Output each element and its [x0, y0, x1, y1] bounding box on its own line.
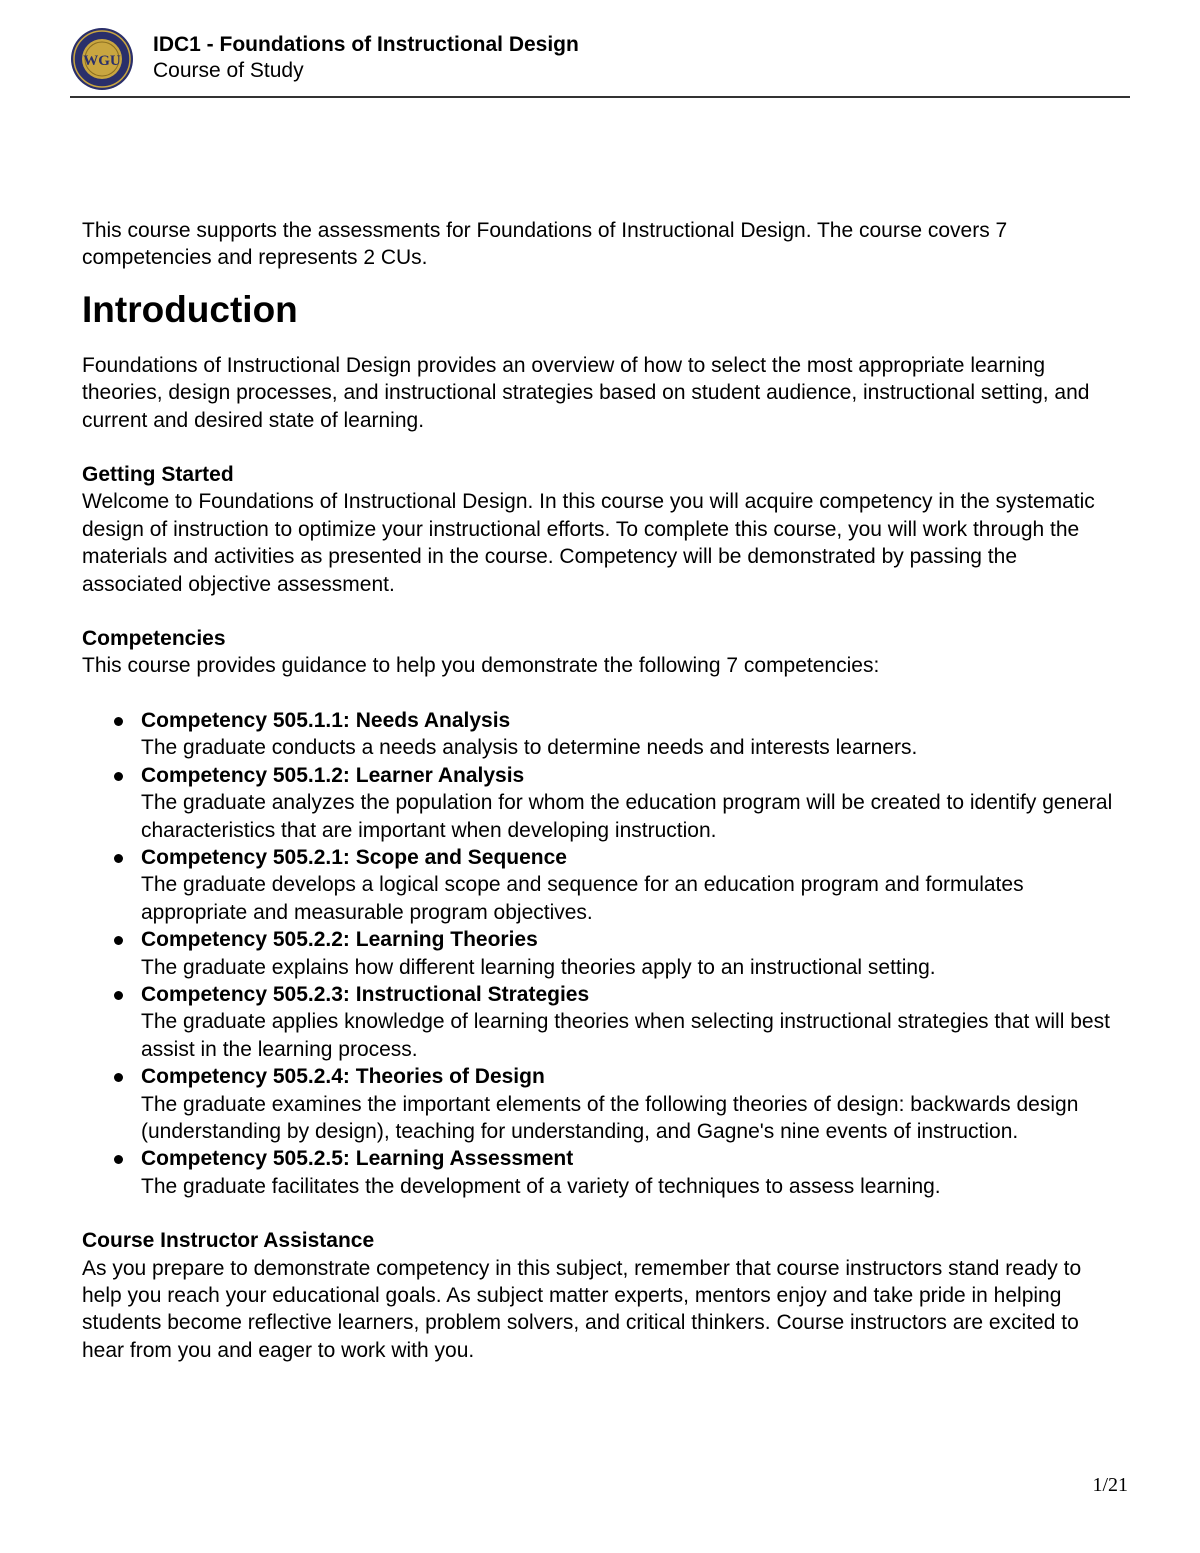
instructor-assistance-title: Course Instructor Assistance [82, 1229, 375, 1253]
page-header [70, 27, 1130, 95]
competency-item [82, 707, 1122, 762]
competency-title: Competency 505.2.1: Scope and Sequence [141, 845, 567, 869]
wgu-seal-logo [70, 27, 134, 91]
instructor-assistance-body: As you prepare to demonstrate competency in this subject, remember that course instructors stand ready to help you reach your educational goals. As subject matter experts, mentors enjoy and take pride in helping students become reflective learners, problem solvers, and critical thinkers. Course instructors are excited to hear from you and eager to work with you. [82, 1256, 1082, 1362]
bullet-icon [114, 936, 123, 945]
intro-paragraph: This course supports the assessments for Foundations of Instructional Design. The course covers 7 competencies and represents 2 CUs. [82, 219, 1008, 270]
spacer [82, 1200, 1122, 1227]
competency-item [82, 926, 1122, 981]
competency-item [82, 981, 1122, 1063]
competency-item [82, 1145, 1122, 1200]
competency-description: The graduate examines the important elements of the following theories of design: backwards design (understanding by design), teaching for understanding, and Gagne's nine events of instruction. [141, 1092, 1079, 1143]
competency-item [82, 1063, 1122, 1145]
introduction-heading: Introduction [82, 288, 298, 330]
competency-title: Competency 505.2.3: Instructional Strategies [141, 982, 590, 1006]
bullet-icon [114, 717, 123, 726]
competency-description: The graduate analyzes the population for whom the education program will be created to identify general characteristics that are important when developing instruction. [141, 791, 1113, 842]
header-divider [70, 96, 1130, 98]
introduction-body: Foundations of Instructional Design provides an overview of how to select the most appropriate learning theories, design processes, and instructional strategies based on student audience, instructional setting, and current and desired state of learning. [82, 353, 1090, 432]
course-subtitle: Course of Study [153, 59, 304, 82]
competencies-title: Competencies [82, 627, 226, 651]
spacer [82, 434, 1122, 461]
bullet-icon [114, 991, 123, 1000]
competency-description: The graduate conducts a needs analysis to determine needs and interests learners. [141, 736, 918, 760]
competency-item [82, 762, 1122, 844]
competency-item [82, 844, 1122, 926]
competency-description: The graduate applies knowledge of learning theories when selecting instructional strategies that will best assist in the learning process. [141, 1010, 1110, 1061]
competency-title: Competency 505.2.2: Learning Theories [141, 928, 538, 952]
getting-started-body: Welcome to Foundations of Instructional Design. In this course you will acquire competency in the systematic design of instruction to optimize your instructional efforts. To complete this course, you will work through the materials and activities as presented in the course. Competency will be demonstrated by passing the associated objective assessment. [82, 490, 1095, 596]
spacer [82, 598, 1122, 625]
competency-title: Competency 505.1.1: Needs Analysis [141, 708, 511, 732]
competency-title: Competency 505.2.4: Theories of Design [141, 1065, 545, 1089]
page-number: 1/21 [1092, 1474, 1128, 1496]
getting-started-title: Getting Started [82, 463, 234, 487]
competency-title: Competency 505.2.5: Learning Assessment [141, 1147, 574, 1171]
spacer [82, 680, 1122, 707]
svg-text:WGU: WGU [83, 53, 121, 69]
document-body [82, 217, 1122, 1364]
competency-description: The graduate facilitates the development of a variety of techniques to assess learning. [141, 1174, 941, 1198]
competency-list [82, 707, 1122, 1200]
bullet-icon [114, 772, 123, 781]
competencies-intro: This course provides guidance to help you demonstrate the following 7 competencies: [82, 654, 880, 678]
bullet-icon [114, 854, 123, 863]
course-title: IDC1 - Foundations of Instructional Design [153, 33, 579, 56]
bullet-icon [114, 1155, 123, 1164]
competency-title: Competency 505.1.2: Learner Analysis [141, 763, 525, 787]
competency-description: The graduate explains how different learning theories apply to an instructional setting. [141, 955, 936, 979]
competency-description: The graduate develops a logical scope and sequence for an education program and formulates appropriate and measurable program objectives. [141, 873, 1024, 924]
bullet-icon [114, 1073, 123, 1082]
